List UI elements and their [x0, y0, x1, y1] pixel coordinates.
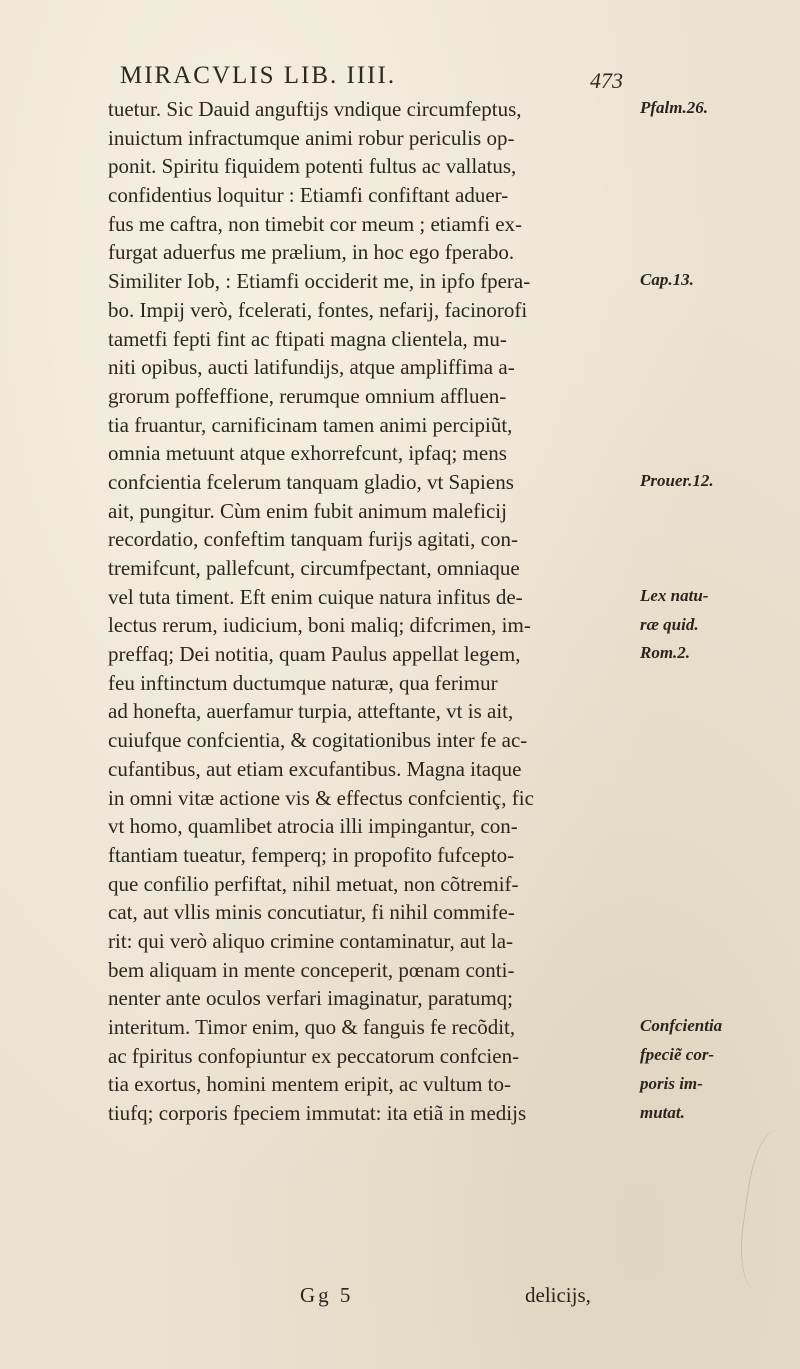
text-line: furgat aduerfus me prælium, in hoc ego fperabo. [108, 240, 515, 265]
text-line: niti opibus, aucti latifundijs, atque ampliffima a- [108, 355, 515, 380]
text-line: in omni vitæ actione vis & effectus confcientiç, fic [108, 785, 534, 810]
text-line: ait, pungitur. Cùm enim fubit animum maleficij [108, 498, 507, 523]
signature-mark: Gg 5 [300, 1283, 354, 1307]
text-line: tuetur. Sic Dauid anguftijs vndique circumfeptus, [108, 97, 522, 121]
text-line: confidentius loquitur : Etiamfi confiftant aduer- [108, 183, 509, 208]
text-line: recordatio, confeftim tanquam furijs agitati, con- [108, 527, 518, 552]
margin-note: Prouer.12. [640, 471, 714, 491]
text-line: preffaq; Dei notitia, quam Paulus appellat legem, [108, 642, 521, 667]
text-line: rit: qui verò aliquo crimine contaminatur, aut la- [108, 928, 514, 953]
running-title: MIRACVLIS LIB. IIII. [120, 62, 397, 89]
margin-note: Lex natu- [640, 585, 709, 605]
text-line: Similiter Iob, : Etiamfi occiderit me, in ipfo fpera- [108, 269, 531, 294]
text-line: omnia metuunt atque exhorrefcunt, ipfaq; mens [108, 441, 507, 466]
margin-note: mutat. [640, 1102, 685, 1122]
text-line: bem aliquam in mente conceperit, pœnam conti- [108, 957, 515, 982]
text-line: ftantiam tueatur, femperq; in propofito fufcepto- [108, 842, 515, 867]
text-line: ad honefta, auerfamur turpia, atteftante, vt is ait, [108, 699, 514, 724]
text-line: inuictum infractumque animi robur periculis op- [108, 125, 515, 150]
text-line: tremifcunt, pallefcunt, circumfpectant, omniaque [108, 556, 520, 580]
text-line: confcientia fcelerum tanquam gladio, vt Sapiens [108, 469, 514, 494]
margin-note: ræ quid. [640, 614, 699, 634]
page-header [120, 50, 680, 93]
catchword: delicijs, [525, 1283, 591, 1307]
margin-note: Pfalm.26. [640, 98, 708, 117]
margin-note: Confcientia [640, 1016, 723, 1036]
text-line: ponit. Spiritu fiquidem potenti fultus ac vallatus, [108, 154, 517, 179]
margin-note: poris im- [640, 1073, 703, 1093]
text-line: fus me caftra, non timebit cor meum ; etiamfi ex- [108, 211, 523, 236]
page-footer [300, 1283, 660, 1313]
text-line: ac fpiritus confopiuntur ex peccatorum confcien- [108, 1043, 520, 1068]
text-line: tia fruantur, carnificinam tamen animi percipiũt, [108, 412, 513, 437]
margin-note: Rom.2. [640, 643, 691, 663]
margin-note: fpeciẽ cor- [640, 1045, 715, 1065]
text-line: feu inftinctum ductumque naturæ, qua ferimur [108, 670, 498, 695]
text-line: que confilio perfiftat, nihil metuat, non cõtremif- [108, 871, 519, 896]
text-line: grorum poffeffione, rerumque omnium affluen- [108, 383, 507, 408]
text-line: nenter ante oculos verfari imaginatur, paratumq; [108, 986, 513, 1011]
text-line: tiufq; corporis fpeciem immutat: ita etiã in medijs [108, 1101, 527, 1126]
text-line: bo. Impij verò, fcelerati, fontes, nefarij, facinorofi [108, 297, 528, 322]
text-line: cat, aut vllis minis concutiatur, fi nihil commife- [108, 900, 515, 925]
text-line: vt homo, quamlibet atrocia illi impingantur, con- [108, 814, 518, 839]
text-line: cuiufque confcientia, & cogitationibus inter fe ac- [108, 728, 528, 753]
text-line: cufantibus, aut etiam excufantibus. Magna itaque [108, 756, 522, 781]
text-line: tia exortus, homini mentem eripit, ac vultum to- [108, 1072, 511, 1097]
paper-fold-mark [734, 1127, 800, 1293]
main-text-block [108, 95, 648, 1128]
text-line: vel tuta timent. Eft enim cuique natura infitus de- [108, 584, 523, 609]
text-line: tametfi fepti fint ac ftipati magna clientela, mu- [108, 326, 507, 351]
text-line: lectus rerum, iudicium, boni maliq; difcrimen, im- [108, 613, 531, 638]
page-number: 473 [590, 68, 623, 93]
text-line: interitum. Timor enim, quo & fanguis fe recõdit, [108, 1015, 516, 1039]
margin-note: Cap.13. [640, 270, 694, 290]
